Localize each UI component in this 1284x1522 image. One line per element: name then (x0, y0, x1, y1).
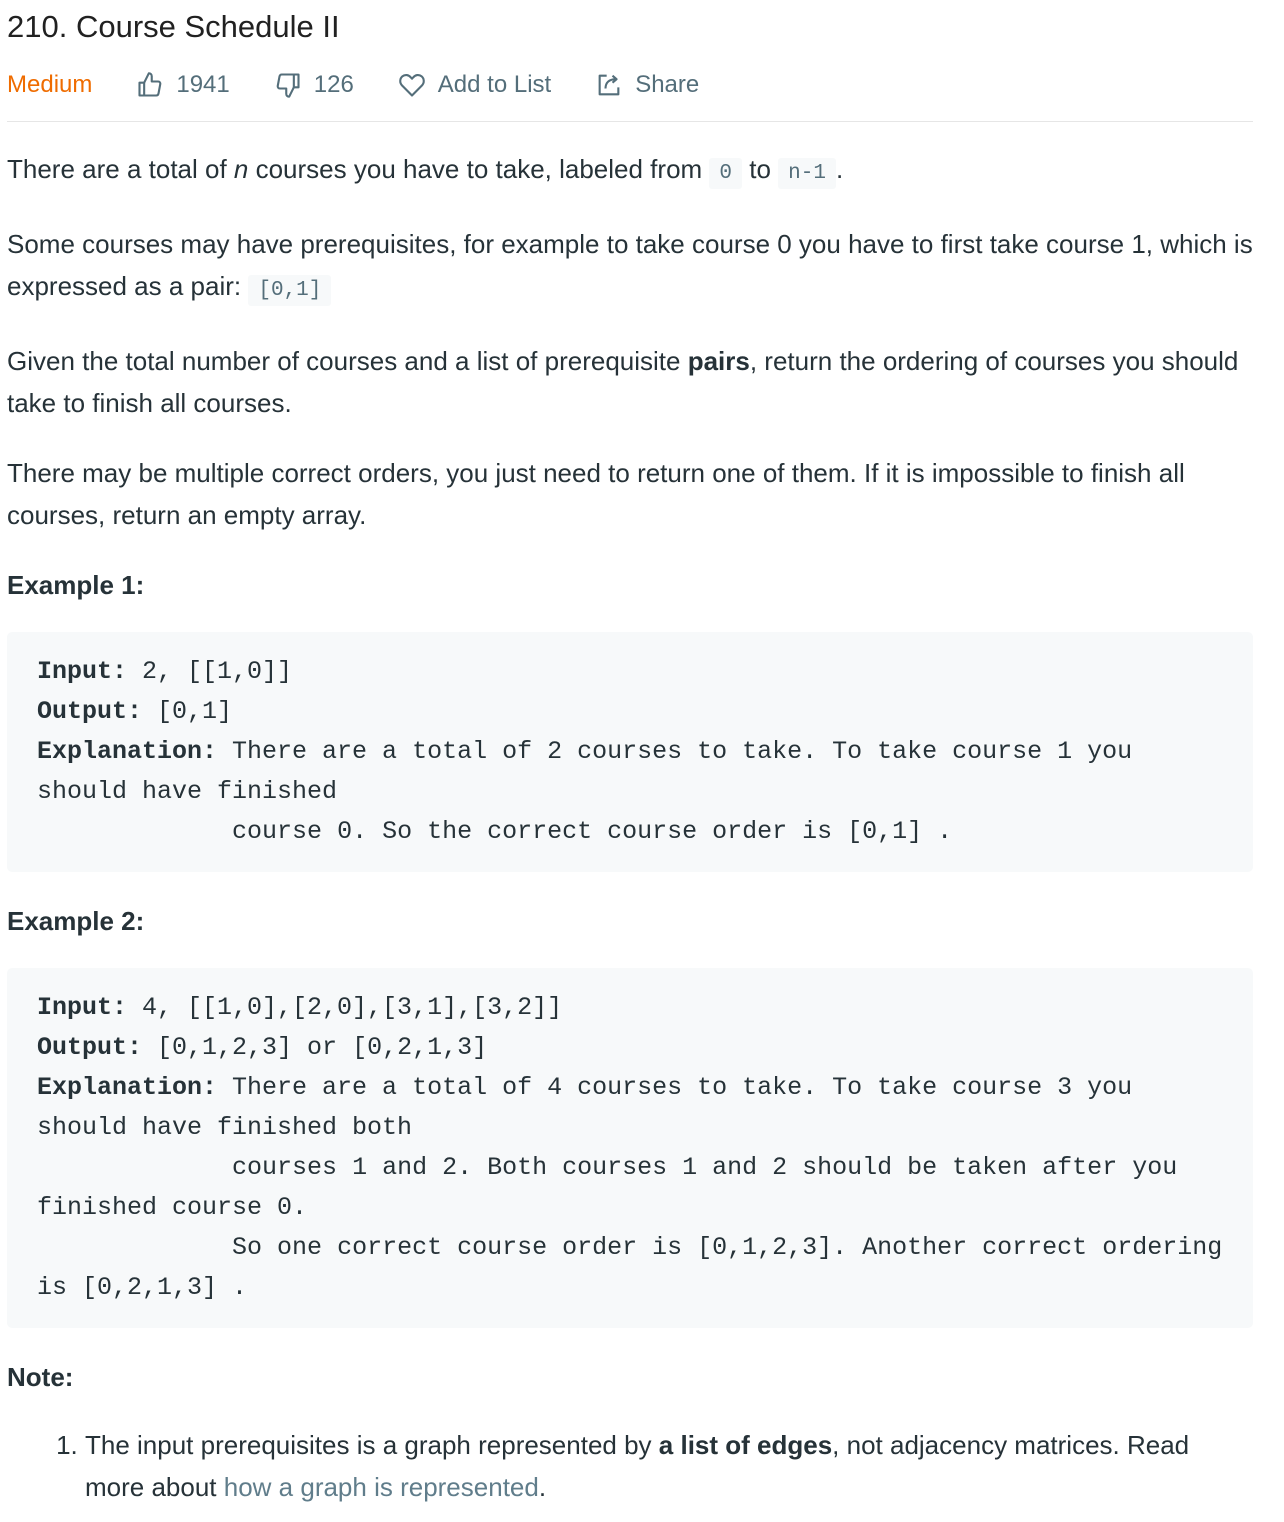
explanation-label: Explanation: (37, 1073, 218, 1102)
explanation-label: Explanation: (37, 737, 218, 766)
example-1-heading: Example 1: (7, 570, 145, 600)
dislike-count: 126 (313, 71, 354, 98)
description-paragraph-4: There may be multiple correct orders, you just need to return one of them. If it is impossible to finish all courses, return an empty array. (7, 458, 1185, 530)
add-to-list-label: Add to List (437, 71, 552, 98)
problem-container (7, 0, 1253, 1508)
like-count: 1941 (176, 71, 230, 98)
example-1-block (7, 632, 1253, 872)
inline-code: 0 (709, 158, 742, 189)
example-input: 2, [[1,0]] (127, 657, 308, 686)
thumbs-up-icon (136, 71, 164, 99)
bold-text: pairs (687, 346, 750, 376)
description-paragraph-3: Given the total number of courses and a list of prerequisite pairs, return the ordering of courses you should take to finish all courses. (7, 346, 1239, 418)
like-button[interactable] (136, 71, 229, 99)
page-title: 210. Course Schedule II (7, 9, 340, 44)
input-label: Input: (37, 993, 128, 1022)
add-to-list-button[interactable] (398, 71, 551, 99)
variable-n: n (233, 154, 249, 184)
difficulty-badge: Medium (7, 71, 93, 98)
note-heading: Note: (7, 1362, 74, 1392)
example-input: 4, [[1,0],[2,0],[3,1],[3,2]] (127, 993, 563, 1022)
note-list (7, 1424, 1253, 1508)
dislike-button[interactable] (274, 71, 354, 99)
share-label: Share (635, 71, 700, 98)
share-button[interactable] (595, 71, 699, 99)
inline-code: n-1 (778, 158, 836, 189)
description-paragraph-2: Some courses may have prerequisites, for example to take course 0 you have to first take course 1, which is expressed as a pair: [0,1] (7, 223, 1253, 312)
note-item: 1. The input prerequisites is a graph represented by a list of edges, not adjacency matrices. Read more about how a graph is represented. (85, 1424, 1253, 1508)
example-explanation: There are a total of 2 courses to take. To take course 1 you should have finished course 0. So the correct course order is [0,1] . (37, 737, 1133, 846)
inline-code: [0,1] (248, 275, 331, 306)
example-2-heading: Example 2: (7, 906, 145, 936)
input-label: Input: (37, 657, 128, 686)
output-label: Output: (37, 697, 143, 726)
share-icon (595, 71, 623, 99)
description-paragraph-1: There are a total of n courses you have to take, labeled from 0 to n-1 . (7, 148, 1253, 195)
example-2-block (7, 968, 1253, 1328)
example-output: [0,1,2,3] or [0,2,1,3] (142, 1033, 488, 1062)
problem-meta-bar (7, 59, 1253, 122)
thumbs-down-icon (274, 71, 302, 99)
example-explanation: There are a total of 4 courses to take. To take course 3 you should have finished both courses 1 and 2. Both courses 1 and 2 should be taken after you finished course 0. So one correct course order is [0,1,2,3]. Another correct ordering is [0,2,1,3] . (37, 1073, 1223, 1302)
heart-icon (398, 71, 426, 99)
problem-description (7, 148, 1253, 1508)
graph-representation-link[interactable]: how a graph is represented (223, 1472, 539, 1502)
bold-text: a list of edges (658, 1430, 833, 1460)
output-label: Output: (37, 1033, 143, 1062)
example-output: [0,1] (142, 697, 233, 726)
